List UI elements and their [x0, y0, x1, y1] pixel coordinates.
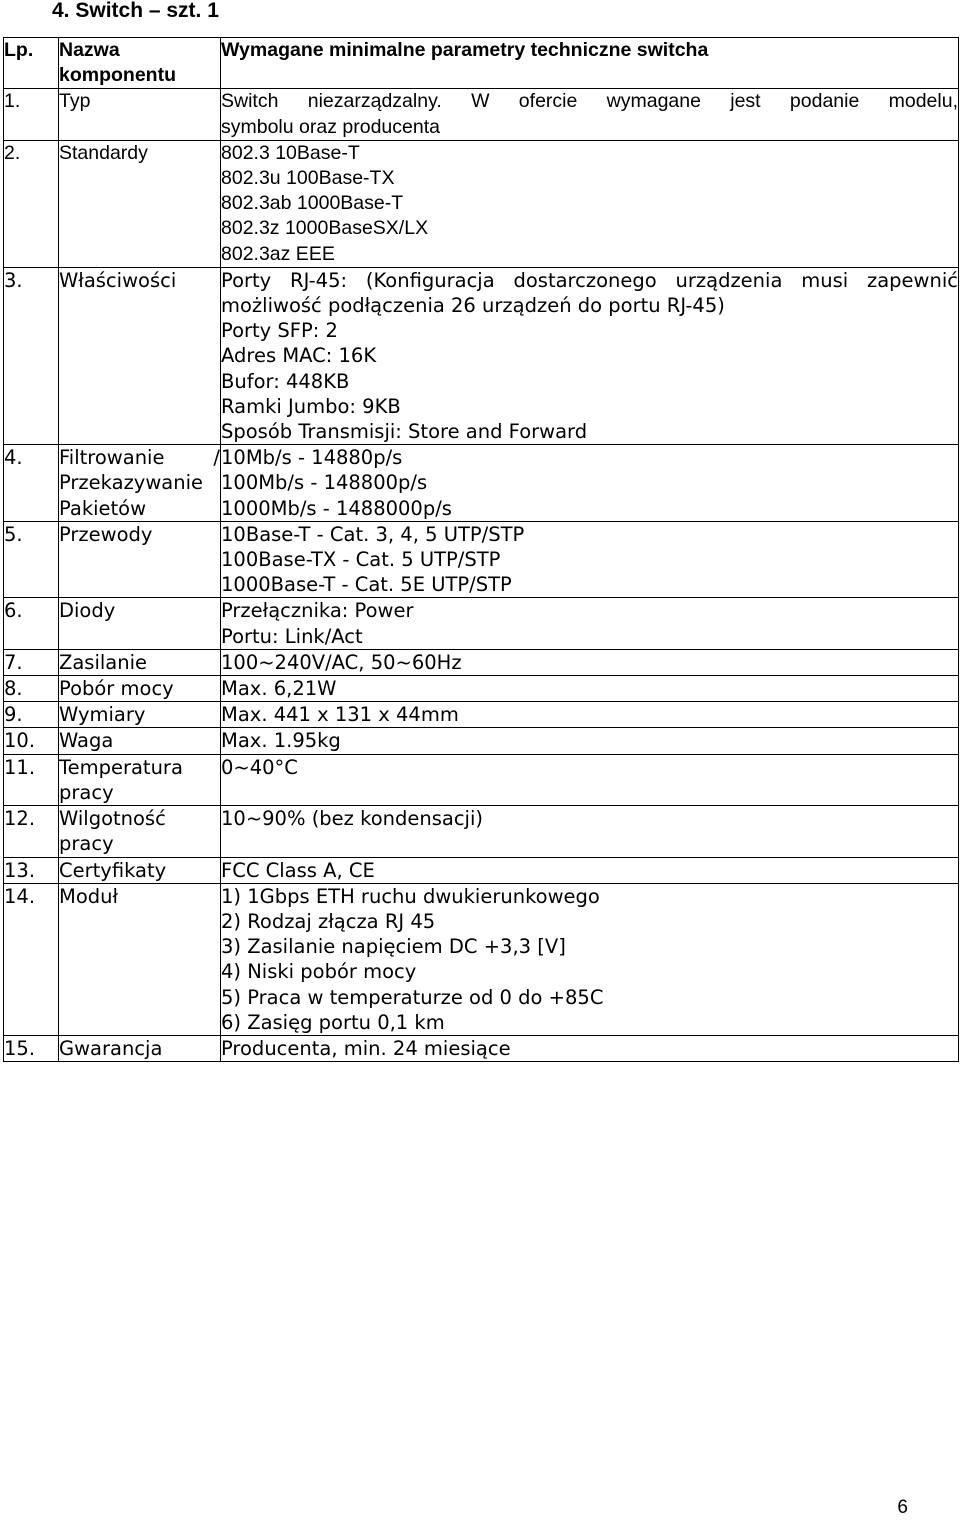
table-row: [4, 89, 959, 140]
parameter-values: [221, 89, 959, 140]
parameter-line: Adres MAC: 16K: [221, 344, 377, 368]
parameter-line: 802.3az EEE: [221, 242, 335, 265]
parameter-line: Switch niezarządzalny. W ofercie wymagane jest podanie modelu,: [221, 90, 958, 113]
row-number: 9.: [4, 702, 59, 728]
parameter-line: 10Base-T - Cat. 3, 4, 5 UTP/STP: [221, 522, 525, 546]
component-name: Gwarancja: [59, 1035, 221, 1061]
parameter-line: 0~40°C: [221, 755, 298, 779]
parameter-line: 802.3u 100Base-TX: [221, 167, 395, 190]
table-row: [4, 676, 959, 702]
row-number: 5.: [4, 521, 59, 598]
parameter-values: [221, 1035, 959, 1061]
component-name: Wilgotność pracy: [59, 806, 221, 857]
component-name: Typ: [59, 89, 221, 140]
spec-table-body: [4, 89, 959, 1062]
parameter-line: 3) Zasilanie napięciem DC +3,3 [V]: [221, 935, 566, 959]
row-number: 3.: [4, 267, 59, 444]
table-row: [4, 598, 959, 649]
component-name: Wymiary: [59, 702, 221, 728]
parameter-values: [221, 754, 959, 805]
section-heading: 4. Switch – szt. 1: [52, 0, 219, 22]
parameter-line: 6) Zasięg portu 0,1 km: [221, 1010, 445, 1034]
parameter-line: 802.3ab 1000Base-T: [221, 192, 404, 215]
parameter-values: [221, 883, 959, 1035]
table-row: [4, 806, 959, 857]
table-row: [4, 140, 959, 267]
row-number: 1.: [4, 89, 59, 140]
spec-table: [3, 37, 959, 1062]
row-number: 8.: [4, 676, 59, 702]
parameter-line: Bufor: 448KB: [221, 369, 350, 393]
parameter-values: [221, 857, 959, 883]
table-row: [4, 728, 959, 754]
table-row: [4, 267, 959, 444]
table-row: [4, 445, 959, 522]
table-row: [4, 1035, 959, 1061]
component-name: Temperatura pracy: [59, 754, 221, 805]
parameter-line: 2) Rodzaj złącza RJ 45: [221, 909, 436, 933]
parameter-values: [221, 521, 959, 598]
parameter-line: 4) Niski pobór mocy: [221, 960, 417, 984]
parameter-line: możliwość podłączenia 26 urządzeń do portu RJ-45): [221, 294, 725, 318]
parameter-values: [221, 806, 959, 857]
row-number: 10.: [4, 728, 59, 754]
table-row: [4, 754, 959, 805]
parameter-line: 10Mb/s - 14880p/s: [221, 446, 403, 470]
row-number: 4.: [4, 445, 59, 522]
component-name: Certyfikaty: [59, 857, 221, 883]
page-number: 6: [897, 1497, 908, 1518]
component-name: Pobór mocy: [59, 676, 221, 702]
table-row: [4, 702, 959, 728]
header-lp: Lp.: [4, 38, 59, 89]
parameter-line: 100~240V/AC, 50~60Hz: [221, 650, 462, 674]
parameter-line: 100Base-TX - Cat. 5 UTP/STP: [221, 548, 501, 572]
parameter-line: 5) Praca w temperaturze od 0 do +85C: [221, 985, 604, 1009]
component-name: Właściwości: [59, 267, 221, 444]
parameter-values: [221, 598, 959, 649]
parameter-line: 100Mb/s - 148800p/s: [221, 471, 428, 495]
table-row: [4, 857, 959, 883]
header-params: Wymagane minimalne parametry techniczne switcha: [221, 38, 959, 89]
row-number: 12.: [4, 806, 59, 857]
parameter-line: Max. 6,21W: [221, 677, 337, 701]
component-name: Diody: [59, 598, 221, 649]
parameter-values: [221, 267, 959, 444]
parameter-line: Ramki Jumbo: 9KB: [221, 394, 401, 418]
row-number: 14.: [4, 883, 59, 1035]
table-row: [4, 649, 959, 675]
parameter-line: 802.3 10Base-T: [221, 141, 360, 164]
parameter-line: Porty SFP: 2: [221, 319, 338, 343]
parameter-line: 10~90% (bez kondensacji): [221, 807, 484, 831]
parameter-line: Przełącznika: Power: [221, 599, 414, 623]
parameter-line: FCC Class A, CE: [221, 858, 375, 882]
parameter-line: Portu: Link/Act: [221, 624, 363, 648]
row-number: 6.: [4, 598, 59, 649]
parameter-values: [221, 702, 959, 728]
parameter-line: 802.3z 1000BaseSX/LX: [221, 217, 429, 240]
component-name: Waga: [59, 728, 221, 754]
row-number: 13.: [4, 857, 59, 883]
component-name: Moduł: [59, 883, 221, 1035]
component-name: Standardy: [59, 140, 221, 267]
parameter-values: [221, 445, 959, 522]
parameter-line: Max. 441 x 131 x 44mm: [221, 703, 459, 727]
table-row: [4, 521, 959, 598]
header-component: Nazwa komponentu: [59, 38, 221, 89]
row-number: 7.: [4, 649, 59, 675]
row-number: 2.: [4, 140, 59, 267]
row-number: 15.: [4, 1035, 59, 1061]
parameter-line: 1000Base-T - Cat. 5E UTP/STP: [221, 573, 512, 597]
parameter-line: Max. 1.95kg: [221, 729, 341, 753]
table-header-row: [4, 38, 959, 89]
parameter-values: [221, 728, 959, 754]
parameter-line: 1) 1Gbps ETH ruchu dwukierunkowego: [221, 884, 600, 908]
component-name: Zasilanie: [59, 649, 221, 675]
parameter-line: symbolu oraz producenta: [221, 115, 440, 138]
parameter-values: [221, 676, 959, 702]
parameter-values: [221, 649, 959, 675]
parameter-line: Porty RJ-45: (Konfiguracja dostarczonego urządzenia musi zapewnić: [221, 268, 958, 292]
component-name: Przewody: [59, 521, 221, 598]
component-name: Filtrowanie / Przekazywanie Pakietów: [59, 446, 220, 520]
table-row: [4, 883, 959, 1035]
parameter-line: 1000Mb/s - 1488000p/s: [221, 496, 452, 520]
parameter-values: [221, 140, 959, 267]
row-number: 11.: [4, 754, 59, 805]
parameter-line: Producenta, min. 24 miesiące: [221, 1036, 511, 1060]
parameter-line: Sposób Transmisji: Store and Forward: [221, 420, 588, 444]
